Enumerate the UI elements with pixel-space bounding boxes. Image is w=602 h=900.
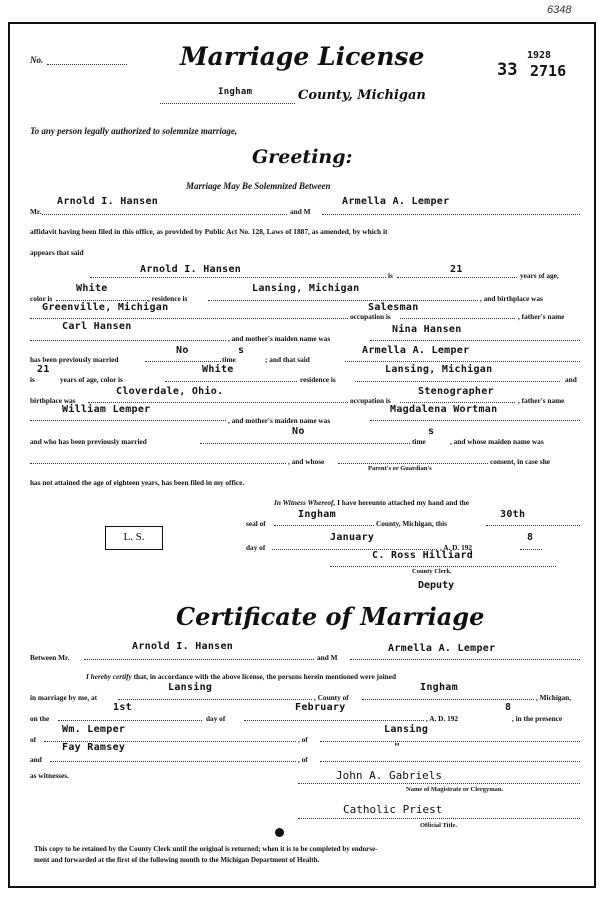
groom-occupation: Salesman xyxy=(368,302,419,313)
bride-times-label: time xyxy=(412,437,426,446)
line xyxy=(88,402,348,403)
cert-groom: Arnold I. Hansen xyxy=(132,641,234,652)
no-label: No. xyxy=(30,55,44,65)
groom-mother: Nina Hansen xyxy=(392,324,462,335)
bride-birthplace: Cloverdale, Ohio. xyxy=(116,386,224,397)
bride-prev-married: No xyxy=(292,426,305,437)
line xyxy=(145,361,221,362)
presence-label: , in the presence xyxy=(512,714,563,723)
cert-and-m: and M xyxy=(317,653,338,662)
married-by-label: in marriage by me, at xyxy=(30,693,98,702)
of3-label: , of xyxy=(298,755,308,764)
mr-label: Mr. xyxy=(30,207,42,216)
line xyxy=(320,761,580,762)
line xyxy=(84,659,314,660)
witness-2: Fay Ramsey xyxy=(62,742,126,753)
bride-name: Armella A. Lemper xyxy=(342,196,450,207)
day-of-label: day of xyxy=(246,543,266,552)
residence-label: , residence is xyxy=(148,294,188,303)
witness-county-label: County, Michigan, this xyxy=(376,519,447,528)
bride-line xyxy=(322,214,580,215)
fathers-name-label: , father's name xyxy=(518,312,565,321)
license-year: 1928 xyxy=(527,50,552,61)
line xyxy=(350,659,580,660)
line xyxy=(56,300,148,301)
line xyxy=(400,402,515,403)
line xyxy=(30,318,348,319)
county-line xyxy=(160,103,295,104)
groom-name-2: Arnold I. Hansen xyxy=(140,264,242,275)
witness-month: January xyxy=(330,532,375,543)
marriage-month: February xyxy=(295,702,346,713)
ad-label: , A. D. 192 xyxy=(440,543,473,552)
official-title-caption: Official Title. xyxy=(420,822,457,829)
of2-label: , of xyxy=(298,735,308,744)
line xyxy=(298,783,580,784)
and-label: and xyxy=(565,375,577,384)
witness-1: Wm. Lemper xyxy=(62,724,126,735)
cert-year-digit: 8 xyxy=(505,702,512,713)
line xyxy=(244,720,424,721)
bride-times-suffix: s xyxy=(428,426,435,437)
bride-father: William Lemper xyxy=(62,404,151,415)
line xyxy=(370,340,580,341)
clerk-name: C. Ross Hilliard xyxy=(372,550,474,561)
certify-intro: I hereby certify xyxy=(86,672,132,681)
bride-fathers-label: , father's name xyxy=(518,396,565,405)
bride-age-text: years of age, color is xyxy=(60,375,123,384)
line xyxy=(30,340,226,341)
witness-statement xyxy=(274,498,469,507)
witness-1-place: Lansing xyxy=(384,724,429,735)
archive-number: 6348 xyxy=(547,4,572,16)
whose-maiden-label: , and whose maiden name was xyxy=(450,437,544,446)
groom-line xyxy=(42,214,287,215)
officiant-caption: Name of Magistrate or Clergyman. xyxy=(406,786,504,793)
witness-intro: In Witness Whereof, xyxy=(274,498,336,507)
bride-birthplace-label: birthplace was xyxy=(30,396,76,405)
line xyxy=(320,741,580,742)
is-label: is xyxy=(388,271,393,280)
as-witnesses-label: as witnesses. xyxy=(30,771,69,780)
witness-2-place: " xyxy=(394,742,401,753)
no-line xyxy=(47,64,127,65)
years-of-age: years of age, xyxy=(520,271,559,280)
michigan-label: , Michigan, xyxy=(536,693,572,702)
line xyxy=(165,381,297,382)
cert-ad: , A. D. 192 xyxy=(426,714,459,723)
official-title-value: Catholic Priest xyxy=(343,803,443,816)
bride-occupation: Stenographer xyxy=(418,386,494,397)
color-is-label: color is xyxy=(30,294,53,303)
groom-birthplace: Greenville, Michigan xyxy=(42,302,169,313)
deputy-label: Deputy xyxy=(418,580,455,591)
bride-occupation-label: occupation is xyxy=(350,396,391,405)
may-be-solemnized: Marriage May Be Solemnized Between xyxy=(186,181,331,191)
certify-statement xyxy=(86,672,396,681)
marriage-place: Lansing xyxy=(168,682,213,693)
county-of-label: , County of xyxy=(314,693,349,702)
groom-age: 21 xyxy=(450,264,463,275)
cert-bride: Armella A. Lemper xyxy=(388,643,496,654)
line xyxy=(118,699,312,700)
groom-color: White xyxy=(76,283,108,294)
line xyxy=(330,566,556,567)
line xyxy=(50,761,296,762)
line xyxy=(520,549,542,550)
greeting: Greeting: xyxy=(252,146,353,168)
line xyxy=(200,443,410,444)
license-number-prefix: 33 xyxy=(497,60,518,80)
and-witness-label: and xyxy=(30,755,42,764)
consent-label: consent, in case she xyxy=(490,457,550,466)
between-label: Between Mr. xyxy=(30,653,70,662)
guardian-caption: Parent's or Guardian's xyxy=(368,465,432,472)
footer-line-2: ment and forwarded at the first of the following month to the Michigan Department of Health. xyxy=(34,856,320,864)
line xyxy=(397,277,517,278)
locus-sigilli-box: L. S. xyxy=(105,526,163,550)
witness-text: I have hereunto attached my hand and the xyxy=(335,498,469,507)
page-title: Marriage License xyxy=(180,42,425,71)
not-attained-text: has not attained the age of eighteen years, has been filed in my office. xyxy=(30,478,245,487)
seal-of-label: seal of xyxy=(246,519,266,528)
bride-mothers-label: , and mother's maiden name was xyxy=(228,416,331,425)
marriage-day: 1st xyxy=(113,702,132,713)
bride-mother: Magdalena Wortman xyxy=(390,404,498,415)
prev-married-label: has been previously married xyxy=(30,355,119,364)
line xyxy=(30,420,226,421)
and-whose-label: , and whose xyxy=(288,457,325,466)
punch-hole xyxy=(275,828,284,837)
footer-line-1: This copy to be retained by the County Clerk until the original is returned; when it is to be completed by endorse- xyxy=(34,845,378,853)
bride-residence-label: residence is xyxy=(300,375,336,384)
mothers-label: , and mother's maiden name was xyxy=(228,334,331,343)
appears-text: appears that said xyxy=(30,248,84,257)
line xyxy=(58,720,202,721)
occupation-label: occupation is xyxy=(350,312,391,321)
line xyxy=(345,361,580,362)
on-the-label: on the xyxy=(30,714,50,723)
certify-text: that, in accordance with the above license, the persons herein mentioned were joined xyxy=(131,672,397,681)
and-m-label: and M xyxy=(290,207,311,216)
witness-county: Ingham xyxy=(298,509,336,520)
line xyxy=(208,300,478,301)
cert-day-of: day of xyxy=(206,714,226,723)
officiant-name: John A. Gabriels xyxy=(336,769,442,782)
county-value: Ingham xyxy=(218,87,253,97)
line xyxy=(370,420,580,421)
line xyxy=(298,818,580,819)
times-suffix: s xyxy=(238,345,245,356)
bride-name-2: Armella A. Lemper xyxy=(362,345,470,356)
times-label: time xyxy=(222,355,236,364)
line xyxy=(400,318,515,319)
line xyxy=(30,463,286,464)
line xyxy=(338,463,488,464)
line xyxy=(355,381,560,382)
line xyxy=(486,525,580,526)
bride-prev-label: and who has been previously married xyxy=(30,437,147,446)
and-that-said: ; and that said xyxy=(265,355,310,364)
of-label: of xyxy=(30,735,37,744)
certificate-title: Certificate of Marriage xyxy=(176,602,485,631)
line xyxy=(274,525,374,526)
groom-residence: Lansing, Michigan xyxy=(252,283,360,294)
county-label: County, Michigan xyxy=(298,88,426,103)
addressee: To any person legally authorized to solemnize marriage, xyxy=(30,126,238,136)
witness-year-digit: 8 xyxy=(527,532,534,543)
marriage-county: Ingham xyxy=(420,682,458,693)
license-number: 2716 xyxy=(530,62,567,80)
witness-day: 30th xyxy=(500,509,526,520)
clerk-caption: County Clerk. xyxy=(412,568,452,575)
bride-residence: Lansing, Michigan xyxy=(385,364,493,375)
birthplace-label: , and birthplace was xyxy=(480,294,543,303)
is-label-2: is xyxy=(30,375,35,384)
groom-prev-married: No xyxy=(176,345,189,356)
bride-color: White xyxy=(202,364,234,375)
bride-age: 21 xyxy=(37,364,50,375)
affidavit-text: affidavit having been filed in this office, as provided by Public Act No. 128, Laws of 1887, as amended, by which it xyxy=(30,227,388,236)
groom-father: Carl Hansen xyxy=(62,321,132,332)
groom-name: Arnold I. Hansen xyxy=(57,196,159,207)
line xyxy=(90,277,386,278)
line xyxy=(362,699,534,700)
